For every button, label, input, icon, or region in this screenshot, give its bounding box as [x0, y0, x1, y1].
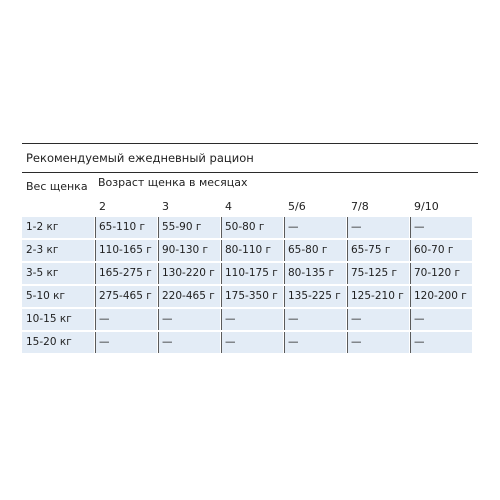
table-row [22, 309, 478, 330]
ration-cell: — [95, 332, 157, 353]
table-row [22, 332, 478, 353]
weight-cell: 3-5 кг [22, 263, 94, 284]
table-row [22, 263, 478, 284]
age-column-7-8: 7/8 [346, 197, 409, 216]
ration-cell: — [347, 332, 409, 353]
ration-cell: 135-225 г [284, 286, 346, 307]
ration-cell: — [284, 332, 346, 353]
table-header [22, 173, 478, 217]
ration-cell: 165-275 г [95, 263, 157, 284]
ration-cell: — [158, 309, 220, 330]
table-body [22, 217, 478, 353]
ration-cell: — [410, 332, 472, 353]
age-column-4: 4 [220, 197, 283, 216]
ration-cell: 90-130 г [158, 240, 220, 261]
ration-cell: — [347, 217, 409, 238]
ration-cell: 70-120 г [410, 263, 472, 284]
age-column-header: Возраст щенка в месяцах [98, 176, 248, 189]
age-column-3: 3 [157, 197, 220, 216]
ration-cell: — [221, 332, 283, 353]
ration-cell: 80-135 г [284, 263, 346, 284]
ration-cell: — [410, 309, 472, 330]
age-column-5-6: 5/6 [283, 197, 346, 216]
ration-cell: 65-80 г [284, 240, 346, 261]
weight-cell: 2-3 кг [22, 240, 94, 261]
ration-cell: 55-90 г [158, 217, 220, 238]
ration-cell: 80-110 г [221, 240, 283, 261]
ration-cell: — [284, 309, 346, 330]
ration-cell: — [221, 309, 283, 330]
ration-cell: 50-80 г [221, 217, 283, 238]
ration-cell: 65-110 г [95, 217, 157, 238]
ration-cell: 60-70 г [410, 240, 472, 261]
ration-cell: — [284, 217, 346, 238]
ration-cell: — [95, 309, 157, 330]
ration-cell: 220-465 г [158, 286, 220, 307]
ration-cell: 175-350 г [221, 286, 283, 307]
table-row [22, 286, 478, 307]
age-column-9-10: 9/10 [409, 197, 472, 216]
table-row [22, 240, 478, 261]
ration-cell: — [158, 332, 220, 353]
ration-cell: — [347, 309, 409, 330]
ration-cell: 275-465 г [95, 286, 157, 307]
ration-cell: 75-125 г [347, 263, 409, 284]
table-title: Рекомендуемый ежедневный рацион [22, 143, 478, 173]
feeding-table [22, 143, 478, 353]
ration-cell: 110-165 г [95, 240, 157, 261]
ration-cell: 130-220 г [158, 263, 220, 284]
weight-cell: 15-20 кг [22, 332, 94, 353]
age-column-2: 2 [94, 197, 157, 216]
ration-cell: 125-210 г [347, 286, 409, 307]
weight-cell: 5-10 кг [22, 286, 94, 307]
weight-column-header: Вес щенка [26, 180, 88, 193]
weight-cell: 1-2 кг [22, 217, 94, 238]
ration-cell: 110-175 г [221, 263, 283, 284]
weight-cell: 10-15 кг [22, 309, 94, 330]
ration-cell: 65-75 г [347, 240, 409, 261]
ration-cell: — [410, 217, 472, 238]
ration-cell: 120-200 г [410, 286, 472, 307]
age-columns [94, 197, 478, 216]
table-row [22, 217, 478, 238]
